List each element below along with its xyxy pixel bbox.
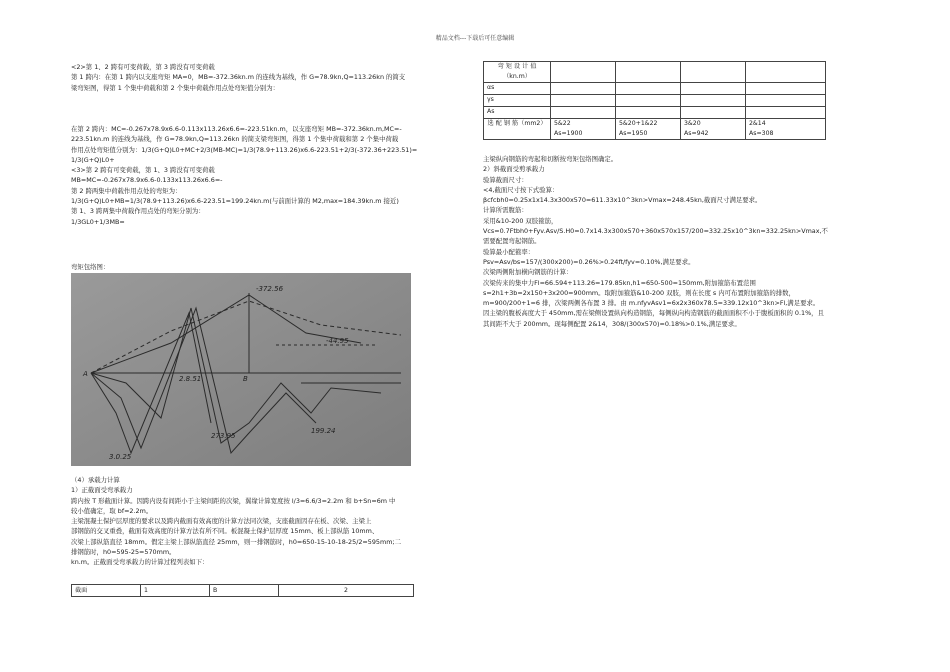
- text-line: （4）承载力计算: [71, 476, 120, 484]
- table-cell: 截面: [72, 585, 141, 597]
- text-line: m=900/200+1=6 排，次梁两侧各布置 3 排。由 m.nfyvAsv1=6x2x360x78.5=339.12x10^3kn>Fl,满足要求。: [483, 299, 820, 308]
- text-line: 1）正截面受弯承载力: [71, 486, 133, 495]
- section-table: [71, 584, 414, 597]
- table-cell: 5&20+1&22 As=1950: [616, 119, 681, 140]
- text-line: Vcs=0.7Ftbh0+Fyv.Asv/S.H0=0.7x14.3x300x570+360x570x157/200=332.25x10^3kn=332.25kn>Vmax,不需要配置弯起钢筋。: [483, 227, 828, 246]
- text-line: βcfcbh0=0.25x1x14.3x300x570=611.33x10^3kn>Vmax=248.45kn,截面尺寸满足要求。: [483, 196, 762, 205]
- text-line: 作用点处弯矩值分别为：1/3(G+Q)L0+MC+2/3(MB-MC)=1/3(78.9+113.26)x6.6-223.51+2/3(-372.36+223.51)=: [71, 145, 418, 154]
- text-line: s=2h1+3b=2x150+3x200=900mm。取附加箍筋&10-200 双肢，则在长度 s 内可布置附加箍筋的排数，: [483, 288, 795, 297]
- text-line: 第 1、3 跨两集中荷载作用点处的弯矩分别为：: [71, 207, 205, 216]
- text-line: 计算所需腹筋：: [483, 206, 528, 215]
- table-cell: αs: [484, 83, 551, 95]
- text-line: 第 1 跨内：在第 1 跨内以支座弯矩 MA=0，MB=-372.36kn.m 的连线为基线，作 G=78.9kn,Q=113.26kn 的简支: [71, 73, 406, 82]
- sketch-label: 3.0.25: [109, 453, 132, 461]
- moment-envelope-photo: [71, 273, 411, 466]
- left-column: [71, 62, 416, 93]
- text-line: 验算截面尺寸：: [483, 175, 528, 184]
- table-cell: 2&14 As=308: [746, 119, 826, 140]
- text-line: 因主梁的腹板高度大于 450mm,需在梁侧设置纵向构造钢筋，每侧纵向构造钢筋的截面面积不小于腹板面积的 0.1%，且其间距不大于 200mm。现每侧配置 2&14，308/(300x570)=0.18%>0.1%,满足要求。: [483, 309, 824, 328]
- table-cell: [746, 62, 826, 83]
- text-line: 1/3(G+Q)L0+: [71, 155, 115, 164]
- sketch-label: -372.56: [256, 285, 284, 293]
- text-line: <2>第 1、2 跨有可变荷载，第 3 跨没有可变荷载: [71, 63, 215, 71]
- text-line: 主梁混凝土保护层厚度的要求以及跨内截面有效高度的计算方法同次梁，支座截面因存在板、次梁、主梁上: [71, 517, 372, 526]
- table-cell: [681, 62, 746, 83]
- text-line: 主梁纵向钢筋的弯起和切断按弯矩包络图确定。: [483, 155, 618, 163]
- text-line: MB=MC=-0.267x78.9x6.6-0.133x113.26x6.6=-: [71, 176, 223, 185]
- text-line: <3>第 2 跨有可变荷载，第 1、3 跨没有可变荷载: [71, 166, 215, 175]
- left-column-2: [71, 124, 416, 227]
- text-line: 次梁两侧附加横向钢筋的计算：: [483, 268, 573, 277]
- table-cell: 3&20 As=942: [681, 119, 746, 140]
- table-cell: 弯 矩 设 计 值（kn.m）: [484, 62, 551, 83]
- text-line: 次梁上部纵筋直径 18mm。假定主梁上部纵筋直径 25mm，则一排钢筋时，h0=650-15-10-18-25/2=595mm;二: [71, 537, 401, 546]
- figure-caption: 弯矩包络图：: [71, 263, 110, 271]
- text-line: 在第 2 跨内：MC=-0.267x78.9x6.6-0.113x113.26x6.6=-223.51kn.m，以支座弯矩 MB=-372.36kn.m,MC=-: [71, 125, 402, 133]
- text-line: 排钢筋时，h0=595-25=570mm。: [71, 548, 176, 557]
- text-line: 2）斜截面受剪承载力: [483, 165, 545, 174]
- page-header: 精品文档---下载后可任意编辑: [435, 35, 515, 42]
- text-line: 次梁传来的集中力Fl=66.594+113.26=179.85kn,h1=650-500=150mm,附加箍筋布置范围: [483, 278, 756, 287]
- text-line: 223.51kn.m 的连线为基线，作 G=78.9kn,Q=113.26kn 的简支梁弯矩图，得第 1 个集中荷载和第 2 个集中荷载: [71, 135, 399, 144]
- text-line: 采用&10-200 双肢箍筋，: [483, 216, 558, 225]
- text-line: <4,截面尺寸按下式验算：: [483, 185, 559, 194]
- sketch-label: 2.8.51: [179, 375, 202, 383]
- table-cell: [616, 62, 681, 83]
- table-cell: 5&22 As=1900: [551, 119, 616, 140]
- sketch-label: 273.95: [211, 432, 236, 440]
- text-line: 部钢筋的交叉重叠，截面有效高度的计算方法有所不同。板混凝土保护层厚度 15mm、板上部纵筋 10mm、: [71, 527, 379, 536]
- sketch-label: -44.95: [326, 337, 349, 345]
- table-cell: 选 配 钢 筋（mm2）: [484, 119, 551, 140]
- design-table: [483, 61, 826, 140]
- table-cell: [551, 62, 616, 83]
- sketch-drawing: [71, 273, 411, 466]
- table-cell: B: [210, 585, 279, 597]
- text-line: 1/3(G+Q)L0+MB=1/3(78.9+113.26)x6.6-223.51=199.24kn.m(与前面计算的 M2,max=184.39kn.m 接近): [71, 197, 399, 206]
- text-line: kn.m。正截面受弯承载力的计算过程列表如下：: [71, 558, 209, 567]
- table-cell: As: [484, 107, 551, 119]
- sketch-label: B: [243, 375, 248, 383]
- figure-caption-wrap: [71, 262, 109, 272]
- sketch-label: A: [83, 370, 88, 378]
- text-line: 跨内按 T 形截面计算。因跨内设有间距小于主梁间距的次梁，翼缘计算宽度按 l/3=6.6/3=2.2m 和 b+Sn=6m 中: [71, 496, 396, 505]
- sketch-label: 199.24: [311, 427, 336, 435]
- text-line: 较小值确定，取 bf=2.2m。: [71, 506, 153, 515]
- text-line: 梁弯矩图，得第 1 个集中荷载和第 2 个集中荷载作用点处弯矩值分别为：: [71, 83, 279, 92]
- table-cell: 1: [141, 585, 210, 597]
- text-line: 验算最小配箍率：: [483, 247, 535, 256]
- text-line: 第 2 跨两集中荷载作用点处的弯矩为：: [71, 186, 182, 195]
- text-line: Psv=Asv/bs=157/(300x200)=0.26%>0.24ft/fyv=0.10%,满足要求。: [483, 257, 695, 266]
- right-column: [483, 154, 828, 329]
- text-line: 1/3GL0+1/3MB=: [71, 217, 125, 226]
- table-cell: 2: [279, 585, 414, 597]
- left-column-3: [71, 475, 416, 568]
- table-cell: γs: [484, 95, 551, 107]
